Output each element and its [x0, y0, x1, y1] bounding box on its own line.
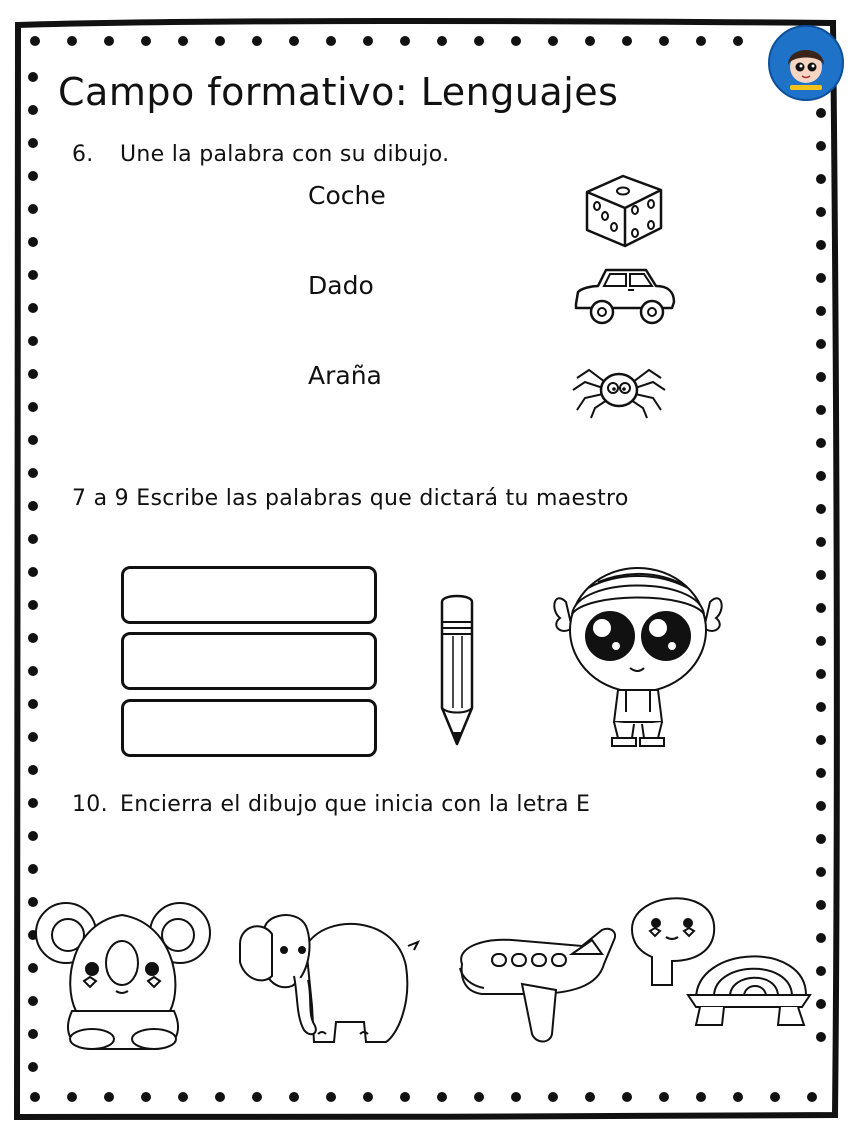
border-dot	[816, 504, 826, 514]
border-dot	[816, 471, 826, 481]
border-dot	[28, 468, 38, 478]
border-dot	[437, 1092, 447, 1102]
logo-badge	[768, 25, 844, 101]
border-dot	[400, 36, 410, 46]
border-dot	[548, 36, 558, 46]
border-dot	[326, 1092, 336, 1102]
border-dot	[511, 36, 521, 46]
border-dot	[816, 405, 826, 415]
border-dot	[816, 867, 826, 877]
border-dot	[28, 105, 38, 115]
border-dot	[28, 633, 38, 643]
border-dot	[215, 36, 225, 46]
dice-icon	[583, 170, 665, 250]
border-dot	[816, 207, 826, 217]
border-dot	[816, 438, 826, 448]
border-dot	[363, 36, 373, 46]
border-dot	[30, 36, 40, 46]
border-dot	[622, 36, 632, 46]
word-arana: Araña	[308, 361, 382, 390]
border-dot	[28, 831, 38, 841]
border-dot	[816, 1032, 826, 1042]
border-dot	[28, 1062, 38, 1072]
border-dot	[28, 270, 38, 280]
border-dot	[816, 768, 826, 778]
border-dot	[28, 138, 38, 148]
border-dot	[816, 603, 826, 613]
border-dot	[28, 204, 38, 214]
border-dot	[733, 1092, 743, 1102]
border-dot	[816, 273, 826, 283]
border-dot	[474, 1092, 484, 1102]
spider-icon	[571, 360, 667, 418]
koala-icon[interactable]	[32, 893, 214, 1053]
border-dot	[816, 900, 826, 910]
write-box-3[interactable]	[121, 699, 377, 757]
border-dot	[659, 36, 669, 46]
border-dot	[28, 732, 38, 742]
q6-instruction: Une la palabra con su dibujo.	[120, 142, 450, 167]
airplane-icon[interactable]	[452, 924, 622, 1048]
border-dot	[326, 36, 336, 46]
border-dot	[289, 36, 299, 46]
border-dot	[28, 369, 38, 379]
border-dot	[28, 798, 38, 808]
elephant-icon[interactable]	[236, 906, 422, 1046]
border-dot	[816, 636, 826, 646]
border-dot	[67, 1092, 77, 1102]
border-dot	[178, 36, 188, 46]
border-dot	[28, 72, 38, 82]
border-dot	[289, 1092, 299, 1102]
border-dot	[659, 1092, 669, 1102]
border-dot	[252, 1092, 262, 1102]
border-dot	[816, 306, 826, 316]
q6-number: 6.	[72, 142, 94, 167]
border-dot	[816, 966, 826, 976]
write-box-2[interactable]	[121, 632, 377, 690]
border-dot	[816, 240, 826, 250]
write-box-1[interactable]	[121, 566, 377, 624]
border-dot	[816, 801, 826, 811]
word-coche: Coche	[308, 181, 386, 210]
page-title: Campo formativo: Lenguajes	[58, 70, 619, 114]
turtle-icon[interactable]	[626, 885, 814, 1031]
border-dot	[28, 567, 38, 577]
border-dot	[28, 600, 38, 610]
border-dot	[30, 1092, 40, 1102]
border-dot	[816, 702, 826, 712]
border-dot	[104, 1092, 114, 1102]
border-dot	[816, 735, 826, 745]
border-dot	[807, 1092, 817, 1102]
border-dot	[585, 36, 595, 46]
border-dot	[816, 339, 826, 349]
border-dot	[141, 1092, 151, 1102]
border-dot	[28, 699, 38, 709]
border-dot	[511, 1092, 521, 1102]
girl-icon	[548, 562, 728, 748]
border-dot	[28, 534, 38, 544]
pencil-icon	[436, 592, 478, 748]
border-dot	[28, 864, 38, 874]
border-dot	[28, 402, 38, 412]
border-dot	[28, 501, 38, 511]
border-dot	[67, 36, 77, 46]
border-dot	[696, 1092, 706, 1102]
car-icon	[572, 264, 678, 330]
border-dot	[816, 141, 826, 151]
border-dot	[104, 36, 114, 46]
border-dot	[696, 36, 706, 46]
border-dot	[28, 435, 38, 445]
q10-instruction: Encierra el dibujo que inicia con la letra E	[120, 792, 591, 817]
q10-number: 10.	[72, 792, 108, 817]
border-dot	[585, 1092, 595, 1102]
border-dot	[816, 537, 826, 547]
border-dot	[28, 765, 38, 775]
border-dot	[816, 999, 826, 1009]
border-dot	[548, 1092, 558, 1102]
border-dot	[816, 933, 826, 943]
border-dot	[215, 1092, 225, 1102]
border-dot	[28, 336, 38, 346]
border-dot	[816, 669, 826, 679]
border-dot	[816, 174, 826, 184]
q7-instruction: 7 a 9 Escribe las palabras que dictará tu maestro	[72, 486, 629, 511]
border-dot	[363, 1092, 373, 1102]
girl-avatar-logo-icon	[770, 27, 842, 99]
border-dot	[816, 372, 826, 382]
word-dado: Dado	[308, 271, 374, 300]
border-dot	[28, 303, 38, 313]
border-dot	[770, 1092, 780, 1102]
border-dot	[437, 36, 447, 46]
border-dot	[28, 237, 38, 247]
border-dot	[474, 36, 484, 46]
border-dot	[400, 1092, 410, 1102]
border-dot	[733, 36, 743, 46]
border-dot	[816, 570, 826, 580]
border-dot	[622, 1092, 632, 1102]
border-dot	[816, 108, 826, 118]
border-dot	[178, 1092, 188, 1102]
border-dot	[28, 171, 38, 181]
border-dot	[252, 36, 262, 46]
border-dot	[28, 666, 38, 676]
border-dot	[141, 36, 151, 46]
border-dot	[816, 834, 826, 844]
